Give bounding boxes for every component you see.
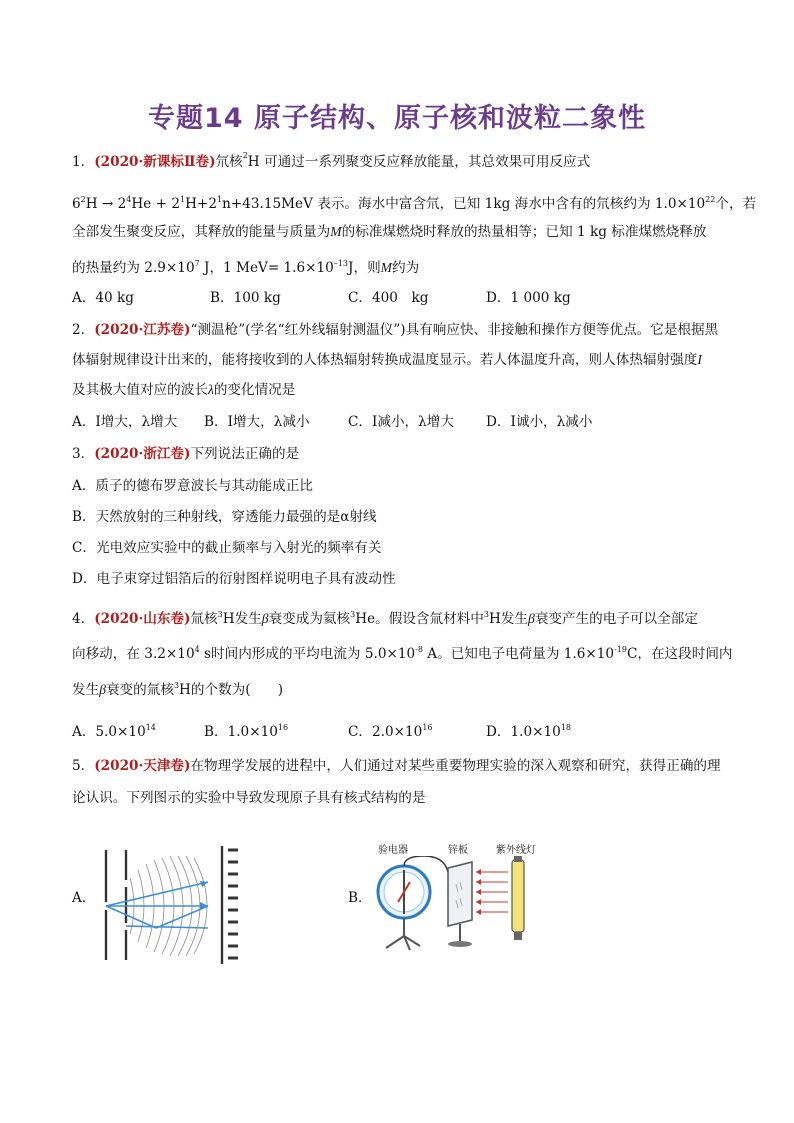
- q1-equation-line: [72, 190, 757, 214]
- q1-option-b[interactable]: B．100 kg: [210, 290, 281, 306]
- q2-option-a[interactable]: A．I增大，λ增大: [72, 414, 178, 430]
- q2-source: (2020·江苏卷): [94, 322, 191, 338]
- q4-option-b[interactable]: B．$1.0\times 10^{16}$: [204, 723, 289, 740]
- q1-line1: [72, 148, 732, 172]
- q4-nuclide-he3: He: [355, 611, 376, 627]
- q3-line1: 3．(2020·浙江卷)下列说法正确的是: [72, 446, 300, 462]
- q3-option-c[interactable]: C．光电效应实验中的截止频率与入射光的频率有关: [72, 540, 382, 556]
- q4-option-a[interactable]: A．$5.0\times 10^{14}$: [72, 723, 156, 740]
- q1-option-d[interactable]: D．1 000 kg: [486, 290, 571, 306]
- q4-nuclide-h3: H: [222, 611, 235, 627]
- q1-line3: 全部发生聚变反应，其释放的能量与质量为M的标准煤燃烧时释放的热量相等；已知 1 kg 标准煤燃烧释放: [72, 224, 707, 240]
- q4-line3: 发生β衰变的氚核$^3$H的个数为( ): [72, 681, 284, 698]
- q2-option-b[interactable]: B．I增大，λ减小: [204, 414, 310, 430]
- q1-nuclide-h2: $^2$H: [242, 151, 260, 170]
- q1-eq-exp: 22: [705, 195, 716, 204]
- q1-stem-a: 氘核: [215, 154, 243, 170]
- page-title: 专题14 原子结构、原子核和波粒二象性: [148, 103, 646, 134]
- q4-line1: 4．(2020·山东卷)氚核$^3$H发生β衰变成为氦核$^3$He。假设含氚材料中$^3$H发生β衰变产生的电子可以全部定: [72, 610, 698, 627]
- q4-number: 4．: [72, 611, 95, 627]
- q4-line2: 向移动，在 $3.2\times 10^4$ s时间内形成的平均电流为 $5.0\times 10^{-8}$ A。已知电子电荷量为 $1.6\times 10^{-19}C$，在这段时间内: [72, 645, 733, 662]
- q5-figure-a-label[interactable]: A．: [72, 890, 96, 906]
- q4-option-c[interactable]: C．$2.0\times 10^{16}$: [348, 723, 433, 740]
- q4-option-d[interactable]: D．$1.0\times 10^{18}$: [486, 723, 571, 740]
- q1-option-c[interactable]: C．400 kg: [348, 290, 429, 306]
- q2-line1: 2．(2020·江苏卷)“测温枪”(学名“红外线辐射测温仪”)具有响应快、非接触和操作方便等优点。它是根据黑: [72, 322, 719, 338]
- q2-number: 2．: [72, 322, 95, 338]
- q3-number: 3．: [72, 446, 95, 462]
- q1-source: (2020·新课标Ⅱ卷): [94, 154, 216, 170]
- q2-line2: 体辐射规律设计出来的，能将接收到的人体热辐射转换成温度显示。若人体温度升高，则人体热辐射强度I: [72, 352, 702, 368]
- q1-reaction-equation: $6^2H \to 2^4He + 2^1H+2^1$: [72, 195, 223, 212]
- q5-figure-a-double-slit-diagram[interactable]: [98, 840, 248, 970]
- q2-option-c[interactable]: C．I减小，λ增大: [348, 414, 454, 430]
- q1-eq-tail: n+43.15MeV 表示。海水中富含氘，已知 1kg 海水中含有的氘核约为 1.0×10: [222, 196, 706, 212]
- q5-zinc-plate-label: 锌板: [448, 845, 468, 856]
- q1-line4: 的热量约为 $2.9\times 10^7$ J，1 $MeV= 1.6\times 10^{-13}J$，则M约为: [72, 259, 420, 276]
- q5-figure-b-label[interactable]: B．: [348, 890, 372, 906]
- q5-source: (2020·天津卷): [94, 758, 191, 774]
- q1-option-a[interactable]: A．40 kg: [72, 290, 134, 306]
- q1-eq-end: 个，若: [715, 196, 757, 212]
- q5-line1: 5．(2020·天津卷)在物理学发展的进程中，人们通过对某些重要物理实验的深入观察和研究，获得正确的理: [72, 758, 721, 774]
- q1-number: 1．: [72, 154, 95, 170]
- q5-figure-b-photoelectric-diagram[interactable]: [372, 856, 542, 952]
- q4-source: (2020·山东卷): [94, 611, 191, 627]
- q5-electroscope-label: 验电器: [378, 845, 408, 856]
- q2-line3: 及其极大值对应的波长λ的变化情况是: [72, 382, 296, 398]
- q5-line2: 论认识。下列图示的实验中导致发现原子具有核式结构的是: [72, 790, 426, 806]
- q3-option-a[interactable]: A．质子的德布罗意波长与其动能成正比: [72, 478, 313, 494]
- q5-number: 5．: [72, 758, 95, 774]
- q2-option-d[interactable]: D．I诚小，λ减小: [486, 414, 593, 430]
- q5-uv-lamp-label: 紫外线灯: [496, 845, 536, 856]
- q1-stem-b: 可通过一系列聚变反应释放能量，其总效果可用反应式: [263, 154, 591, 170]
- q3-source: (2020·浙江卷): [94, 446, 191, 462]
- q3-option-d[interactable]: D．电子束穿过铝箔后的衍射图样说明电子具有波动性: [72, 571, 396, 587]
- q3-option-b[interactable]: B．天然放射的三种射线，穿透能力最强的是α射线: [72, 509, 377, 525]
